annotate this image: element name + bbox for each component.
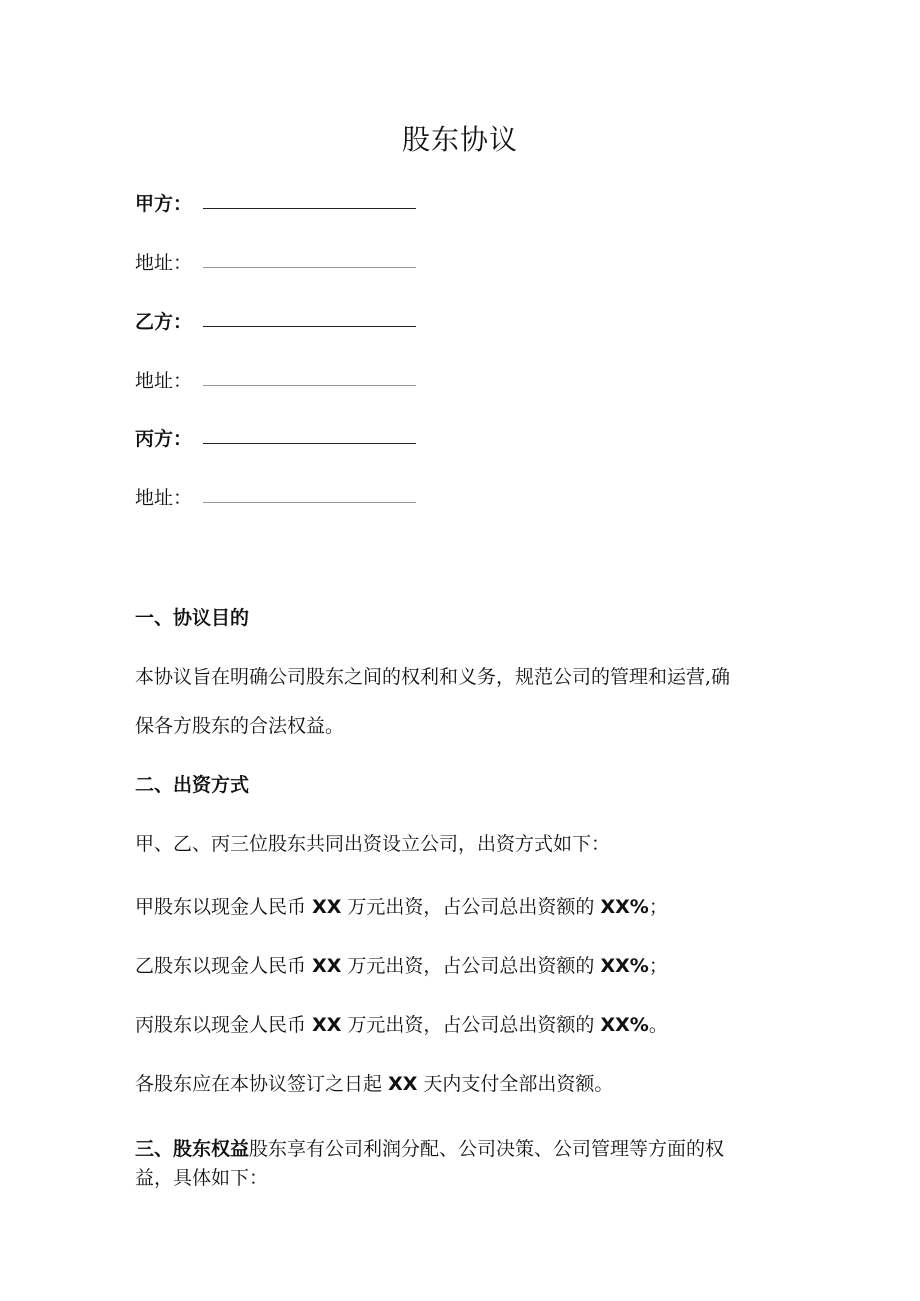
party-b-address-label: 地址： <box>135 370 193 392</box>
section-2-intro: 甲、乙、丙三位股东共同出资设立公司，出资方式如下： <box>135 833 611 855</box>
party-c-address-label: 地址： <box>135 487 193 509</box>
section-3-line-2: 益，具体如下： <box>135 1167 269 1189</box>
section-2-heading: 二、出资方式 <box>135 774 250 796</box>
party-c-blank-line <box>203 443 416 444</box>
section-1-heading: 一、协议目的 <box>135 607 250 629</box>
percent-placeholder: XX% <box>600 1014 649 1036</box>
party-a-address-label: 地址： <box>135 252 193 274</box>
section-3-heading: 三、股东权益 <box>135 1138 250 1160</box>
percent-placeholder: XX% <box>600 896 649 918</box>
party-c-address-blank-line <box>203 502 416 503</box>
section-3-line-1: 三、股东权益股东享有公司利润分配、公司决策、公司管理等方面的权 <box>135 1138 725 1160</box>
party-a-blank-line <box>203 208 416 209</box>
percent-placeholder: XX% <box>600 955 649 977</box>
contribution-item-c: 丙股东以现金人民币 XX 万元出资，占公司总出资额的 XX%。 <box>135 1014 668 1036</box>
contribution-item-a: 甲股东以现金人民币 XX 万元出资，占公司总出资额的 XX%； <box>135 896 668 918</box>
days-placeholder: XX <box>388 1073 418 1095</box>
party-a-label: 甲方： <box>135 193 193 215</box>
party-b-blank-line <box>203 326 416 327</box>
contribution-item-b: 乙股东以现金人民币 XX 万元出资，占公司总出资额的 XX%； <box>135 955 668 977</box>
party-a-address-blank-line <box>203 267 416 268</box>
amount-placeholder: XX <box>312 896 342 918</box>
party-c-label: 丙方： <box>135 428 193 450</box>
document-title: 股东协议 <box>401 123 518 156</box>
amount-placeholder: XX <box>312 955 342 977</box>
payment-deadline: 各股东应在本协议签订之日起 XX 天内支付全部出资额。 <box>135 1073 614 1095</box>
section-1-line-2: 保各方股东的合法权益。 <box>135 715 345 737</box>
section-1-line-1: 本协议旨在明确公司股东之间的权利和义务，规范公司的管理和运营,确 <box>135 666 731 688</box>
party-b-address-blank-line <box>203 385 416 386</box>
party-b-label: 乙方： <box>135 311 193 333</box>
amount-placeholder: XX <box>312 1014 342 1036</box>
